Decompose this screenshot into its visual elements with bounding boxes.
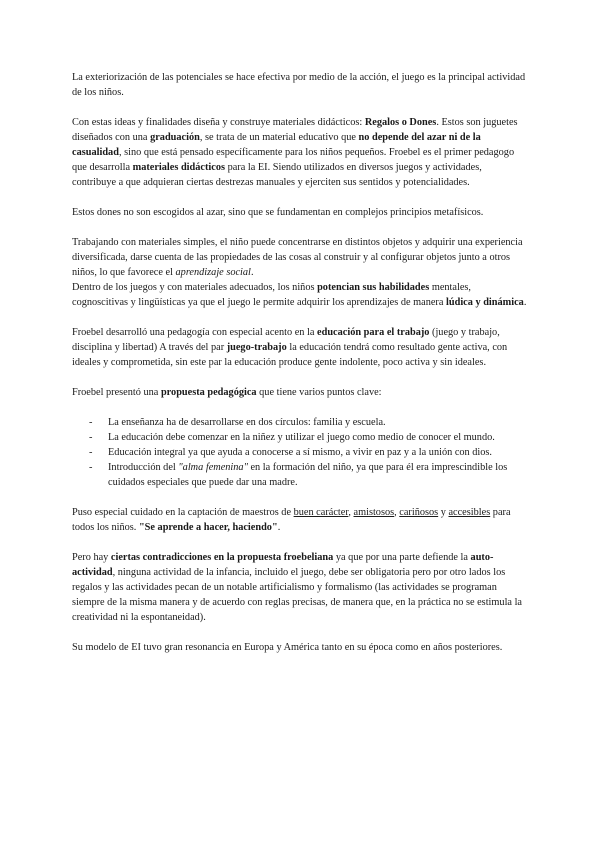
underlined-term: accesibles bbox=[448, 507, 491, 518]
paragraph-resonancia: Su modelo de EI tuvo gran resonancia en Europa y América tanto en su época como en años posteriores. bbox=[72, 642, 503, 653]
italic-term: aprendizaje social bbox=[175, 267, 251, 278]
underlined-term: amistosos bbox=[353, 507, 395, 518]
paragraph-exteriorizacion: La exteriorización de las potenciales se hace efectiva por medio de la acción, el juego es la principal actividad de los niños. bbox=[72, 72, 526, 98]
bold-term: Regalos o Dones bbox=[364, 117, 437, 128]
paragraph-materiales-simples: Trabajando con materiales simples, el niño puede concentrarse en distintos objetos y adquirir una experiencia diversificada, darse cuenta de las propiedades de las cosas al construir y al configurar objetos junto a otros niños, lo que favorece el aprendizaje social. bbox=[72, 237, 523, 278]
list-item: - La educación debe comenzar en la niñez y utilizar el juego como medio de conocer el mundo. bbox=[72, 430, 528, 445]
bold-term: educación para el trabajo bbox=[317, 327, 430, 338]
key-points-list bbox=[72, 415, 528, 490]
paragraph-maestros: Puso especial cuidado en la captación de maestros de buen carácter, amistosos, cariñosos y accesibles para todos los niños. "Se aprende a hacer, haciendo". bbox=[72, 507, 511, 533]
bold-term: lúdica y dinámica bbox=[446, 297, 524, 308]
paragraph-dones-metafisicos: Estos dones no son escogidos al azar, sino que se fundamentan en complejos principios metafísicos. bbox=[72, 207, 484, 218]
paragraph-contradicciones: Pero hay ciertas contradicciones en la propuesta froebeliana ya que por una parte defiende la auto-actividad, ninguna actividad de la infancia, incluido el juego, debe ser obligatoria pero por otro lados los regalos y las actividades pecan de un notable artificialismo y formalismo (las actividades se programan siempre de la misma manera y de acuerdo con reglas precisas, de manera que, en la práctica no se estimula la creatividad ni la espontaneidad). bbox=[72, 552, 523, 623]
list-item: - Educación integral ya que ayuda a conocerse a sí mismo, a vivir en paz y a la unión con dios. bbox=[72, 445, 528, 460]
underlined-term: buen carácter bbox=[293, 507, 349, 518]
bold-quote: "Se aprende a hacer, haciendo" bbox=[138, 522, 278, 533]
bold-term: auto-actividad bbox=[72, 552, 494, 578]
list-item: - Introducción del "alma femenina" en la formación del niño, ya que para él era imprescindible los cuidados especiales que puede dar una madre. bbox=[72, 460, 528, 490]
paragraph-regalos-dones: Con estas ideas y finalidades diseña y construye materiales didácticos: Regalos o Dones. Estos son juguetes diseñados con una graduación, se trata de un material educativo que no depende del azar ni de la casualidad, sino que está pensado específicamente para los niños pequeños. Froebel es el primer pedagogo que desarrolla materiales didácticos para la EI. Siendo utilizados en diversos juegos y actividades, contribuye a que adquieran ciertas destrezas manuales y ejerciten sus sentidos y potencialidades. bbox=[72, 117, 518, 188]
bold-term: ciertas contradicciones en la propuesta froebeliana bbox=[110, 552, 334, 563]
document-body bbox=[72, 70, 528, 670]
bold-term: potencian sus habilidades bbox=[317, 282, 430, 293]
paragraph-educacion-trabajo: Froebel desarrolló una pedagogía con especial acento en la educación para el trabajo (juego y trabajo, disciplina y libertad) A través del par juego-trabajo la educación tendrá como resultado gente activa, con ideales y comprometida, sin este par la educación produce gente indolente, poco activa y sin ideales. bbox=[72, 327, 508, 368]
bold-term: juego-trabajo bbox=[226, 342, 287, 353]
bold-term: materiales didácticos bbox=[132, 162, 225, 173]
paragraph-propuesta-pedagogica: Froebel presentó una propuesta pedagógica que tiene varios puntos clave: bbox=[72, 387, 382, 398]
bold-term: no depende del azar ni de la casualidad bbox=[72, 132, 481, 158]
underlined-term: cariñosos bbox=[399, 507, 439, 518]
list-item: - La enseñanza ha de desarrollarse en dos círculos: familia y escuela. bbox=[72, 415, 528, 430]
italic-term: "alma femenina" bbox=[178, 462, 248, 473]
bold-term: propuesta pedagógica bbox=[160, 387, 257, 398]
bold-term: graduación bbox=[150, 132, 200, 143]
paragraph-habilidades: Dentro de los juegos y con materiales adecuados, los niños potencian sus habilidades mentales, cognoscitivas y lingüísticas ya que el juego le permite adquirir los aprendizajes de manera lúdica y dinámica. bbox=[72, 282, 527, 308]
